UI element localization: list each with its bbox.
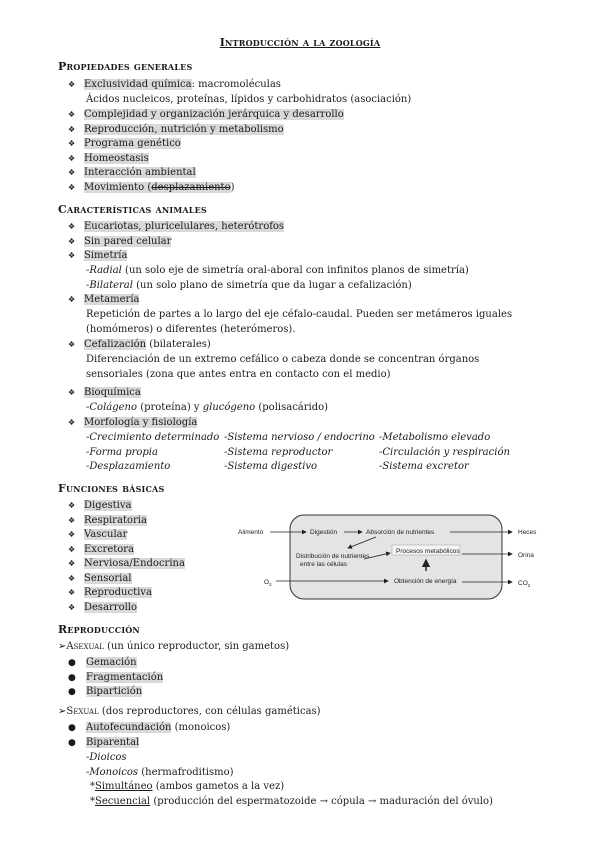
dot-bullet-icon: ● — [68, 687, 76, 697]
diamond-bullet-icon: ❖ — [68, 418, 76, 427]
diagram-label-procesos: Procesos metabólicos — [396, 548, 460, 555]
document-page: Introducción a la zoología Propiedades generales ❖ Exclusividad química: macromoléculas Ácidos nucleicos, proteínas, lípidos y carbohidratos (asociación) ❖ Complejidad y organización jerárquica y desarrollo ❖ Reproducción, nutrición y metabolismo ❖ Programa genético ❖ Homeostasis ❖ Interacción ambiental ❖ Movimiento (desplazamiento) Características animales ❖ Eucariotas, pluricelulares, heterótrofos ❖ Sin pared celular ❖ Simetría -Radial (un solo eje de simetría oral-aboral con infinitos planos de simetría) -Bilateral (un solo plano de simetría que da lugar a cefalización) ❖ Metamería Repetición de partes a lo largo del eje céfalo-caudal. Pueden ser metámeros iguales (homómeros) o diferentes (heterómeros). ❖ Cefalización (bilaterales) Diferenciación de un extremo cefálico o cabeza donde se concentran órganos sensoriales (zona que antes entra en contacto con el medio) ❖ Bioquímica -Colágeno (proteína) y glucógeno (polisacárido) ❖ Morfología y fisiología -Crecimiento determinado -Sistema nervioso / endocrino -Metabolismo elevado -Forma propia -Sistema reproductor -Circulación y respiración -Desplazamiento -Sistema digestivo -Sistema excretor Funciones básicas ❖ Digestiva ❖ Respiratoria ❖ Vascular ❖ Excretora ❖ Nerviosa/Endocrina ❖ Sensorial ❖ Reproductiva ❖ Desarrollo Alimento Digestión Absorción de nutrientes Heces Distribución de nutrientes entre las células Procesos metabólicos Orina $O_2$ Obtención de energía $CO_2$ Reproducción ➢Asexual (un único reproductor, sin gametos) ● Gemación ● Fragmentación ● Bipartición ➢Sexual (dos reproductores, con células gaméticas) ● Autofecundación (monoicos) ● Biparental -Dioicos -Monoicos (hermafroditismo) *Simultáneo (ambos gametos a la vez) *Secuencial (producción del espermatozoide → cópula → maduración del óvulo) — [0, 0, 600, 848]
diagram-label-heces: Heces — [518, 529, 537, 536]
arrow-bullet-icon: ➢ — [58, 706, 67, 717]
diagram-label-co2: $CO_2$ — [518, 580, 531, 588]
list-subitem: -Colágeno (proteína) y glucógeno (polisacárido) — [86, 402, 329, 413]
diamond-bullet-icon: ❖ — [68, 574, 76, 583]
list-subitem: *Secuencial (producción del espermatozoide → cópula → maduración del óvulo) — [90, 796, 493, 807]
page-title: Introducción a la zoología — [219, 36, 381, 49]
list-item: ❖ Programa genético — [68, 137, 181, 152]
diamond-bullet-icon: ❖ — [68, 80, 76, 89]
diamond-bullet-icon: ❖ — [68, 168, 76, 177]
diamond-bullet-icon: ❖ — [68, 251, 76, 260]
diamond-bullet-icon: ❖ — [68, 295, 76, 304]
list-item: ❖ Reproductiva — [68, 586, 152, 601]
arrow-bullet-icon: ➢ — [58, 641, 67, 652]
diamond-bullet-icon: ❖ — [68, 603, 76, 612]
list-subitem: -Monoicos (hermafroditismo) — [86, 767, 234, 778]
list-item: ❖ Excretora — [68, 543, 134, 558]
function-diagram — [236, 513, 566, 603]
list-subitem: Diferenciación de un extremo cefálico o cabeza donde se concentran órganos sensoriales (zona que antes entra en contacto con el medio) — [86, 354, 480, 380]
dot-bullet-icon: ● — [68, 738, 76, 748]
list-item: ❖ Simetría — [68, 249, 127, 264]
sexual-heading: ➢Sexual (dos reproductores, con células gaméticas) — [58, 706, 321, 717]
list-item: ● Bipartición — [68, 685, 142, 700]
diamond-bullet-icon: ❖ — [68, 530, 76, 539]
diamond-bullet-icon: ❖ — [68, 340, 76, 349]
diamond-bullet-icon: ❖ — [68, 139, 76, 148]
diamond-bullet-icon: ❖ — [68, 222, 76, 231]
heading-caracteristicas: Características animales — [58, 203, 207, 216]
list-item: ❖ Cefalización (bilaterales) — [68, 338, 211, 353]
list-item: ● Fragmentación — [68, 671, 163, 686]
list-item: ❖ Interacción ambiental — [68, 166, 196, 181]
diagram-label-orina: Orina — [518, 552, 534, 559]
diagram-label-distribucion-2: entre las células — [300, 561, 347, 568]
diamond-bullet-icon: ❖ — [68, 110, 76, 119]
diamond-bullet-icon: ❖ — [68, 545, 76, 554]
list-subitem: -Bilateral (un solo plano de simetría que da lugar a cefalización) — [86, 280, 412, 291]
heading-propiedades: Propiedades generales — [58, 60, 193, 73]
diamond-bullet-icon: ❖ — [68, 501, 76, 510]
list-item: ❖ Vascular — [68, 528, 127, 543]
diagram-label-obtencion: Obtención de energía — [394, 578, 457, 585]
list-item: ❖ Movimiento (desplazamiento) — [68, 181, 235, 196]
list-subitem: Ácidos nucleicos, proteínas, lípidos y carbohidratos (asociación) — [86, 94, 412, 105]
list-item: ❖ Sensorial — [68, 572, 132, 587]
diamond-bullet-icon: ❖ — [68, 559, 76, 568]
heading-reproduccion: Reproducción — [58, 623, 140, 636]
diagram-label-o2: $O_2$ — [264, 579, 272, 587]
diamond-bullet-icon: ❖ — [68, 154, 76, 163]
list-item: ❖ Desarrollo — [68, 601, 137, 616]
asexual-heading: ➢Asexual (un único reproductor, sin gametos) — [58, 641, 290, 652]
heading-funciones: Funciones básicas — [58, 482, 165, 495]
list-subitem: Repetición de partes a lo largo del eje céfalo-caudal. Pueden ser metámeros iguales (homómeros) o diferentes (heterómeros). — [86, 309, 513, 335]
diamond-bullet-icon: ❖ — [68, 183, 76, 192]
diamond-bullet-icon: ❖ — [68, 588, 76, 597]
list-item: ❖ Reproducción, nutrición y metabolismo — [68, 123, 284, 138]
diagram-label-absorcion: Absorción de nutrientes — [366, 529, 435, 536]
list-item: ❖ Sin pared celular — [68, 235, 171, 250]
list-item: ❖ Morfología y fisiología — [68, 416, 197, 431]
diamond-bullet-icon: ❖ — [68, 125, 76, 134]
diamond-bullet-icon: ❖ — [68, 388, 76, 397]
list-subitem: -Dioicos — [86, 752, 127, 763]
dot-bullet-icon: ● — [68, 658, 76, 668]
list-item: ❖ Complejidad y organización jerárquica y desarrollo — [68, 108, 344, 123]
diagram-label-distribucion: Distribución de nutrientes — [296, 553, 370, 560]
diamond-bullet-icon: ❖ — [68, 516, 76, 525]
list-item: ❖ Metamería — [68, 293, 139, 308]
list-item: ❖ Exclusividad química: macromoléculas — [68, 78, 281, 93]
list-item: ❖ Nerviosa/Endocrina — [68, 557, 185, 572]
diagram-label-digestion: Digestión — [310, 529, 338, 536]
diamond-bullet-icon: ❖ — [68, 237, 76, 246]
list-item: ❖ Digestiva — [68, 499, 132, 514]
list-item: ❖ Eucariotas, pluricelulares, heterótrofos — [68, 220, 284, 235]
list-item: ● Gemación — [68, 656, 137, 671]
diagram-label-alimento: Alimento — [238, 529, 264, 536]
dot-bullet-icon: ● — [68, 723, 76, 733]
list-subitem: *Simultáneo (ambos gametos a la vez) — [90, 781, 285, 792]
dot-bullet-icon: ● — [68, 673, 76, 683]
list-item: ❖ Bioquímica — [68, 386, 141, 401]
list-item: ❖ Respiratoria — [68, 514, 147, 529]
list-subitem: -Radial (un solo eje de simetría oral-aboral con infinitos planos de simetría) — [86, 265, 469, 276]
list-item: ● Autofecundación (monoicos) — [68, 721, 230, 736]
list-item: ● Biparental — [68, 736, 139, 751]
list-item: ❖ Homeostasis — [68, 152, 149, 167]
